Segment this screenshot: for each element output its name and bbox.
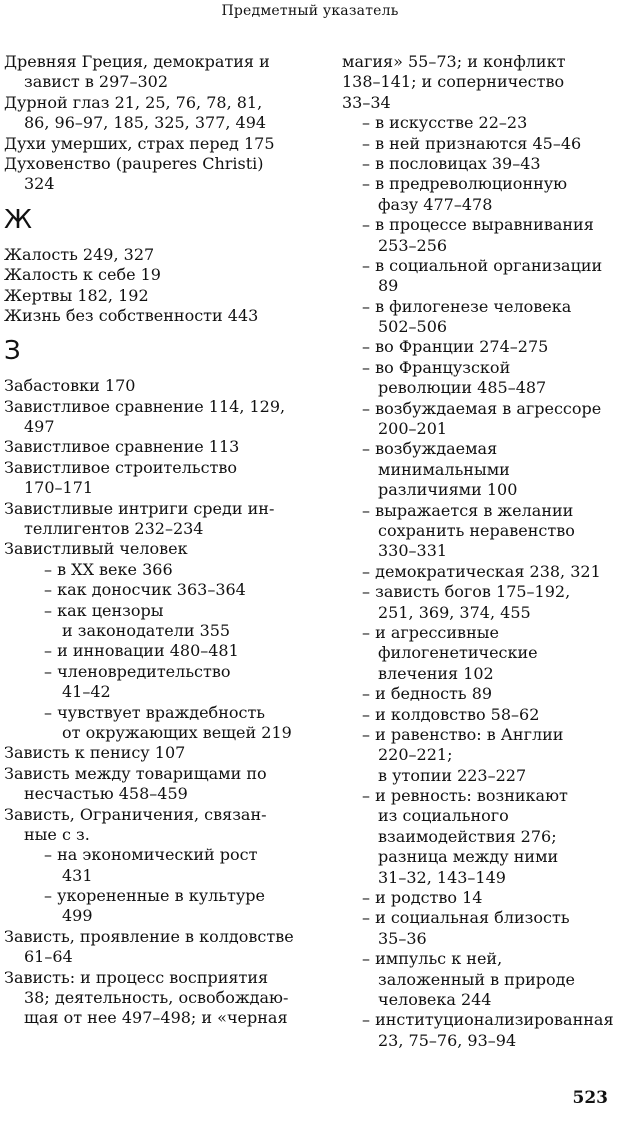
index-subentry: минимальными — [378, 459, 510, 479]
index-subentry: – в пословицах 39–43 — [362, 153, 541, 173]
index-subentry: – в предреволюционную — [362, 174, 568, 194]
index-entry: Завистливые интриги среди ин- — [4, 498, 275, 518]
index-subentry: – в филогенезе человека — [362, 296, 572, 316]
index-subentry: 502–506 — [378, 317, 448, 337]
index-subentry: щая от нее 497–498; и «черная — [24, 1008, 288, 1028]
index-entry: 138–141; и соперничество — [342, 72, 565, 92]
index-subentry: в утопии 223–227 — [378, 765, 527, 785]
index-subentry: человека 244 — [378, 989, 492, 1009]
index-subentry: – во Французской — [362, 357, 511, 377]
index-entry: Жизнь без собственности 443 — [4, 305, 259, 325]
index-entry: Забастовки 170 — [4, 376, 136, 396]
index-subentry: 497 — [24, 417, 55, 437]
index-subentry: – в процессе выравнивания — [362, 215, 594, 235]
index-subentry: сохранить неравенство — [378, 520, 575, 540]
index-subentry: – институционализированная — [362, 1010, 614, 1030]
index-subentry: 61–64 — [24, 947, 73, 967]
index-subentry: – и социальная близость — [362, 908, 570, 928]
index-entry: Завистливый человек — [4, 539, 188, 559]
index-subentry: из социального — [378, 806, 509, 826]
index-subentry: – демократическая 238, 321 — [362, 561, 601, 581]
index-subentry: – как доносчик 363–364 — [44, 580, 246, 600]
index-subentry: 200–201 — [378, 419, 448, 439]
index-entry: Жертвы 182, 192 — [4, 285, 149, 305]
index-subentry: 251, 369, 374, 455 — [378, 602, 531, 622]
index-entry: Древняя Греция, демократия и — [4, 52, 270, 71]
index-entry: Духи умерших, страх перед 175 — [4, 133, 275, 153]
index-entry: Завистливое строительство — [4, 457, 238, 477]
index-entry: Жалость 249, 327 — [4, 244, 155, 264]
index-subentry: 170–171 — [24, 478, 94, 498]
index-subentry: влечения 102 — [378, 663, 494, 683]
index-subentry: – и равенство: в Англии — [362, 724, 564, 744]
index-subentry: – в искусстве 22–23 — [362, 113, 528, 133]
index-subentry: – в ней признаются 45–46 — [362, 133, 582, 153]
index-subentry: революции 485–487 — [378, 378, 547, 398]
index-entry: Завистливое сравнение 113 — [4, 437, 240, 457]
index-entry: Зависть, Ограничения, связан- — [4, 804, 267, 824]
index-subentry: 35–36 — [378, 928, 427, 948]
index-subentry: взаимодействия 276; — [378, 826, 557, 846]
index-subentry: 220–221; — [378, 745, 453, 765]
index-subentry: – и родство 14 — [362, 888, 483, 908]
index-subentry: фазу 477–478 — [378, 194, 493, 214]
index-subentry: теллигентов 232–234 — [24, 519, 204, 539]
index-subentry: разница между ними — [378, 847, 559, 867]
index-subentry: – как цензоры — [44, 600, 164, 620]
index-subentry: – на экономический рост — [44, 845, 258, 865]
index-subentry: ные с з. — [24, 824, 90, 844]
index-entry: Зависть, проявление в колдовстве — [4, 926, 294, 946]
index-subentry: различиями 100 — [378, 480, 518, 500]
index-subentry: – и ревность: возникают — [362, 786, 568, 806]
index-subentry: – возбуждаемая — [362, 439, 498, 459]
index-entry: 33–34 — [342, 92, 391, 112]
index-subentry: – и колдовство 58–62 — [362, 704, 540, 724]
index-subentry: – и бедность 89 — [362, 684, 493, 704]
index-subentry: – импульс к ней, — [362, 949, 503, 969]
index-subentry: 86, 96–97, 185, 325, 377, 494 — [24, 113, 267, 133]
index-entry: Духовенство (pauperes Christi) — [4, 153, 264, 173]
index-subentry: несчастью 458–459 — [24, 784, 188, 804]
index-entry: Зависть: и процесс восприятия — [4, 967, 269, 987]
index-subentry: 324 — [24, 174, 55, 194]
index-entry: Зависть между товарищами по — [4, 763, 267, 783]
index-subentry: 253–256 — [378, 235, 448, 255]
index-subentry: 330–331 — [378, 541, 448, 561]
section-letter: Ж — [4, 204, 33, 235]
index-entry: магия» 55–73; и конфликт — [342, 52, 566, 71]
index-subentry: завист в 297–302 — [24, 72, 169, 92]
index-subentry: от окружающих вещей 219 — [62, 722, 292, 742]
running-header: Предметный указатель — [221, 3, 399, 19]
index-entry: Жалость к себе 19 — [4, 265, 161, 285]
index-subentry: – и агрессивные — [362, 622, 499, 642]
index-subentry: – во Франции 274–275 — [362, 337, 549, 357]
index-subentry: филогенетические — [378, 643, 538, 663]
index-entry: Дурной глаз 21, 25, 76, 78, 81, — [4, 92, 263, 112]
index-subentry: и законодатели 355 — [62, 620, 231, 640]
index-subentry: 38; деятельность, освобождаю- — [24, 988, 289, 1008]
index-subentry: – зависть богов 175–192, — [362, 582, 571, 602]
index-subentry: – в XX веке 366 — [44, 559, 173, 579]
index-subentry: – в социальной организации — [362, 255, 603, 275]
index-subentry: 499 — [62, 906, 93, 926]
index-subentry: – возбуждаемая в агрессоре — [362, 398, 602, 418]
section-letter: З — [4, 336, 21, 367]
index-left-column — [4, 52, 304, 1029]
index-subentry: – укорененные в культуре — [44, 886, 265, 906]
index-subentry: 89 — [378, 276, 399, 296]
index-subentry: 23, 75–76, 93–94 — [378, 1030, 517, 1050]
index-entry: Зависть к пенису 107 — [4, 743, 186, 763]
index-subentry: – чувствует враждебность — [44, 702, 266, 722]
index-subentry: – членовредительство — [44, 661, 231, 681]
index-subentry: 31–32, 143–149 — [378, 867, 506, 887]
index-subentry: – выражается в желании — [362, 500, 574, 520]
index-right-column — [342, 52, 618, 1051]
index-subentry: 41–42 — [62, 682, 111, 702]
page-number: 523 — [572, 1088, 608, 1108]
index-subentry: 431 — [62, 865, 93, 885]
index-entry: Завистливое сравнение 114, 129, — [4, 396, 286, 416]
index-subentry: заложенный в природе — [378, 969, 575, 989]
index-subentry: – и инновации 480–481 — [44, 641, 239, 661]
